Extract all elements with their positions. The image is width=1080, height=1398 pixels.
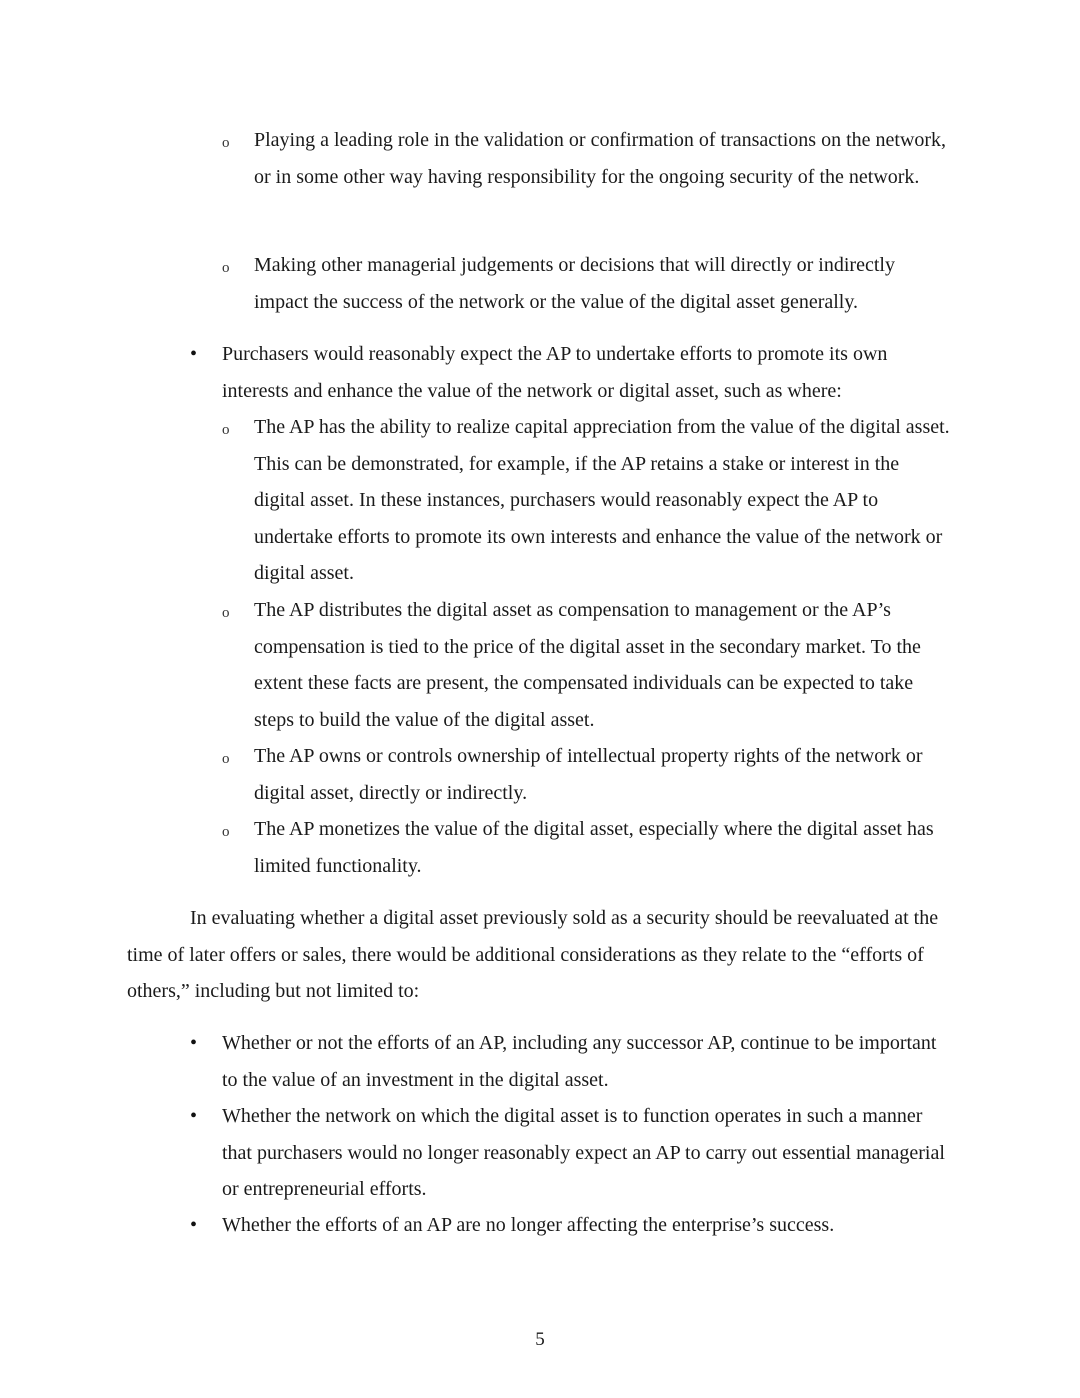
bullet-list-item <box>190 1025 952 1098</box>
circle-bullet-icon: o <box>222 824 230 840</box>
page-number: 5 <box>535 1329 545 1350</box>
sub-list-item-text: Making other managerial judgements or decisions that will directly or indirectly impact the success of the network or the value of the digital asset generally. <box>254 254 895 313</box>
circle-bullet-icon: o <box>222 751 230 767</box>
sub-list-item-text: The AP monetizes the value of the digital asset, especially where the digital asset has limited functionality. <box>254 818 934 877</box>
bullet-icon: • <box>190 1032 198 1054</box>
circle-bullet-icon: o <box>222 260 230 276</box>
bullet-list-item-text: Whether the efforts of an AP are no longer affecting the enterprise’s success. <box>222 1214 835 1236</box>
sub-list-item <box>222 811 954 884</box>
sub-list-item <box>222 592 954 738</box>
sub-list-item <box>222 247 954 320</box>
sub-list-item <box>222 122 954 195</box>
bullet-list-item-text: Purchasers would reasonably expect the AP to undertake efforts to promote its own interests and enhance the value of the network or digital asset, such as where: <box>222 343 888 402</box>
sub-list-item-text: The AP has the ability to realize capital appreciation from the value of the digital asset. This can be demonstrated, for example, if the AP retains a stake or interest in the digital asset. In these instances, purchasers would reasonably expect the AP to undertake efforts to promote its own interests and enhance the value of the network or digital asset. <box>254 416 950 584</box>
bullet-list-item <box>190 1207 952 1244</box>
sub-list-item-text: Playing a leading role in the validation or confirmation of transactions on the network, or in some other way having responsibility for the ongoing security of the network. <box>254 129 947 188</box>
sub-list-item-text: The AP owns or controls ownership of intellectual property rights of the network or digital asset, directly or indirectly. <box>254 745 923 804</box>
bullet-list-item-text: Whether or not the efforts of an AP, including any successor AP, continue to be important to the value of an investment in the digital asset. <box>222 1032 937 1091</box>
circle-bullet-icon: o <box>222 605 230 621</box>
bullet-icon: • <box>190 1105 198 1127</box>
body-paragraph <box>127 900 957 1010</box>
bullet-icon: • <box>190 1214 198 1236</box>
bullet-list-item <box>190 336 952 409</box>
body-paragraph-text: In evaluating whether a digital asset previously sold as a security should be reevaluated at the time of later offers or sales, there would be additional considerations as they relate to the “efforts of others,” including but not limited to: <box>127 907 939 1002</box>
bullet-icon: • <box>190 343 198 365</box>
bullet-list-item <box>190 1098 952 1208</box>
sub-list-item-text: The AP distributes the digital asset as compensation to management or the AP’s compensation is tied to the price of the digital asset in the secondary market. To the extent these facts are present, the compensated individuals can be expected to take steps to build the value of the digital asset. <box>254 599 921 731</box>
circle-bullet-icon: o <box>222 422 230 438</box>
bullet-list-item-text: Whether the network on which the digital asset is to function operates in such a manner that purchasers would no longer reasonably expect an AP to carry out essential managerial or entrepreneurial efforts. <box>222 1105 945 1200</box>
sub-list-item <box>222 409 954 592</box>
sub-list-item <box>222 738 954 811</box>
circle-bullet-icon: o <box>222 135 230 151</box>
